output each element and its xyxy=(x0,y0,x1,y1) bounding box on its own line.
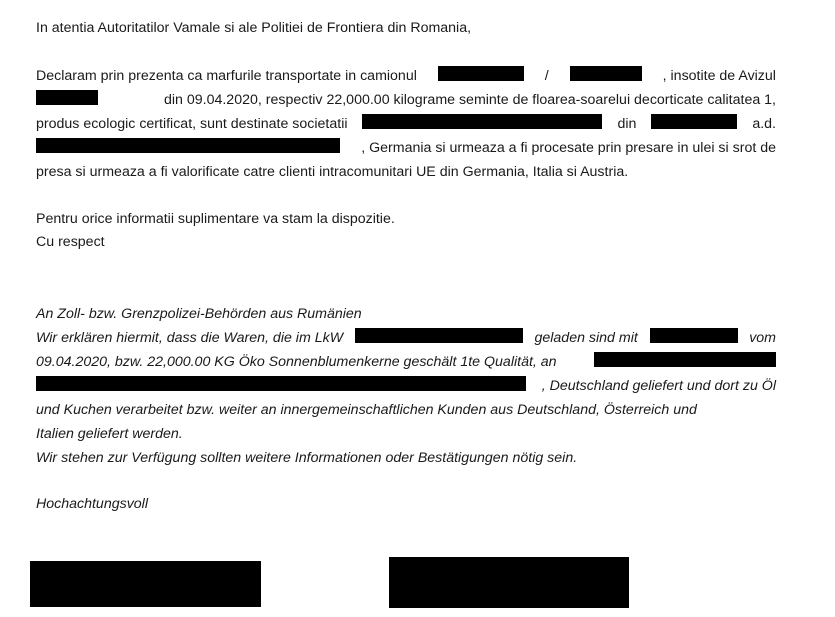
de-paragraph-line-1 xyxy=(36,328,776,348)
redaction-aviz-number xyxy=(36,90,98,105)
redaction-company-name xyxy=(362,114,602,129)
de-paragraph-line-5: Italien geliefert werden. xyxy=(36,426,183,442)
redaction-truck-plate-2 xyxy=(570,66,642,81)
redaction-address xyxy=(36,138,340,153)
de-paragraph-line-4: und Kuchen verarbeitet bzw. weiter an innergemeinschaftlichen Kunden aus Deutschland, Österreich und xyxy=(36,402,697,418)
ro-paragraph-line-2 xyxy=(36,90,776,110)
salutation-de: An Zoll- bzw. Grenzpolizei-Behörden aus Rumänien xyxy=(36,306,362,322)
ro-text: / xyxy=(544,68,549,84)
redaction-document-number xyxy=(650,328,738,343)
ro-text: , Germania si urmeaza a fi procesate prin presare in ulei si srot de xyxy=(361,140,776,156)
ro-text: produs ecologic certificat, sunt destinate societatii xyxy=(36,116,348,132)
ro-text: , insotite de Avizul xyxy=(662,68,776,84)
redaction-signature-left xyxy=(30,561,261,607)
de-text: 09.04.2020, bzw. 22,000.00 KG Öko Sonnenblumenkerne geschält 1te Qualität, an xyxy=(36,354,557,370)
de-paragraph-line-6: Wir stehen zur Verfügung sollten weitere Informationen oder Bestätigungen nötig sein. xyxy=(36,450,578,466)
de-paragraph-line-3 xyxy=(36,376,776,396)
ro-info-line: Pentru orice informatii suplimentare va stam la dispozitie. xyxy=(36,211,395,227)
ro-paragraph-line-5: presa si urmeaza a fi valorificate catre clienti intracomunitari UE din Germania, Italia si Austria. xyxy=(36,164,629,180)
ro-text: din 09.04.2020, respectiv 22,000.00 kilograme seminte de floarea-soarelui decorticate calitatea 1, xyxy=(163,92,776,108)
redaction-lkw-plate xyxy=(355,328,523,343)
de-text: vom xyxy=(749,330,776,346)
redaction-city xyxy=(651,114,737,129)
redaction-recipient-address xyxy=(36,376,526,391)
ro-text: din xyxy=(617,116,637,132)
de-text: Wir erklären hiermit, dass die Waren, die im LkW xyxy=(36,330,344,346)
redaction-truck-plate-1 xyxy=(438,66,524,81)
ro-text: Declaram prin prezenta ca marfurile transportate in camionul xyxy=(36,68,417,84)
de-text: geladen sind mit xyxy=(534,330,638,346)
salutation-ro: In atentia Autoritatilor Vamale si ale Politiei de Frontiera din Romania, xyxy=(36,20,472,36)
ro-paragraph-line-4 xyxy=(36,138,776,158)
de-closing: Hochachtungsvoll xyxy=(36,496,148,512)
de-paragraph-line-2 xyxy=(36,352,776,372)
ro-text: a.d. xyxy=(752,116,776,132)
ro-closing: Cu respect xyxy=(36,234,105,250)
redaction-signature-right xyxy=(389,557,629,608)
redaction-recipient xyxy=(594,352,776,367)
ro-paragraph-line-3 xyxy=(36,114,776,134)
de-text: , Deutschland geliefert und dort zu Öl xyxy=(541,378,776,394)
ro-paragraph-line-1 xyxy=(36,66,776,86)
